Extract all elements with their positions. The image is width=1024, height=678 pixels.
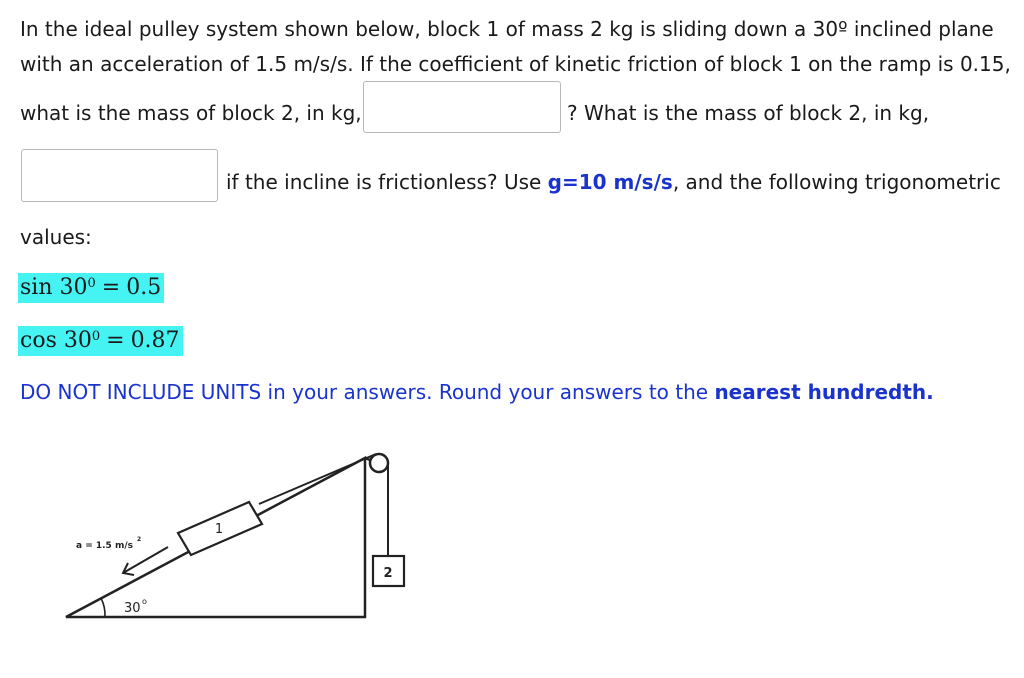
question-line-5: values:: [20, 225, 92, 249]
pulley-wheel: [370, 454, 388, 472]
cos-exp: 0: [91, 329, 101, 344]
question-line-1: In the ideal pulley system shown below, block 1 of mass 2 kg is sliding down a 30º inclined plane: [20, 17, 994, 41]
gravity-value: g=10 m/s/s: [547, 170, 673, 194]
question-line-3-prefix: what is the mass of block 2, in kg,: [20, 101, 362, 125]
cos-func: cos 30: [20, 328, 92, 353]
block-1-label: 1: [214, 522, 224, 537]
answer-input-1[interactable]: [363, 81, 561, 133]
sin-exp: 0: [87, 276, 96, 291]
sin-value: 0.5: [126, 275, 162, 300]
sin-equals: =: [101, 275, 121, 300]
block-2-label: 2: [383, 566, 393, 581]
angle-label-exp: o: [142, 597, 147, 606]
cos-value-highlight: [18, 326, 183, 356]
question-line-4: [226, 170, 1001, 194]
question-line-3-suffix: ? What is the mass of block 2, in kg,: [567, 101, 930, 125]
question-line-4-before: if the incline is frictionless? Use: [226, 170, 548, 194]
question-line-2: with an acceleration of 1.5 m/s/s. If the coefficient of kinetic friction of block 1 on the ramp is 0.15,: [20, 52, 1011, 76]
acceleration-label: a = 1.5 m/s: [76, 541, 133, 551]
instructions-main: DO NOT INCLUDE UNITS in your answers. Round your answers to the: [20, 380, 715, 404]
answer-input-2[interactable]: [21, 149, 218, 202]
instructions-bold: nearest hundredth.: [714, 380, 934, 404]
cos-equals: =: [106, 328, 125, 353]
sin-func: sin 30: [20, 275, 88, 300]
pulley-diagram: [0, 440, 420, 630]
sin-value-highlight: [18, 273, 164, 303]
acceleration-label-exp: 2: [137, 536, 142, 543]
angle-label: 30: [124, 601, 141, 616]
cos-value: 0.87: [130, 328, 180, 353]
instructions: [20, 380, 934, 404]
question-line-4-after: , and the following trigonometric: [672, 170, 1001, 194]
